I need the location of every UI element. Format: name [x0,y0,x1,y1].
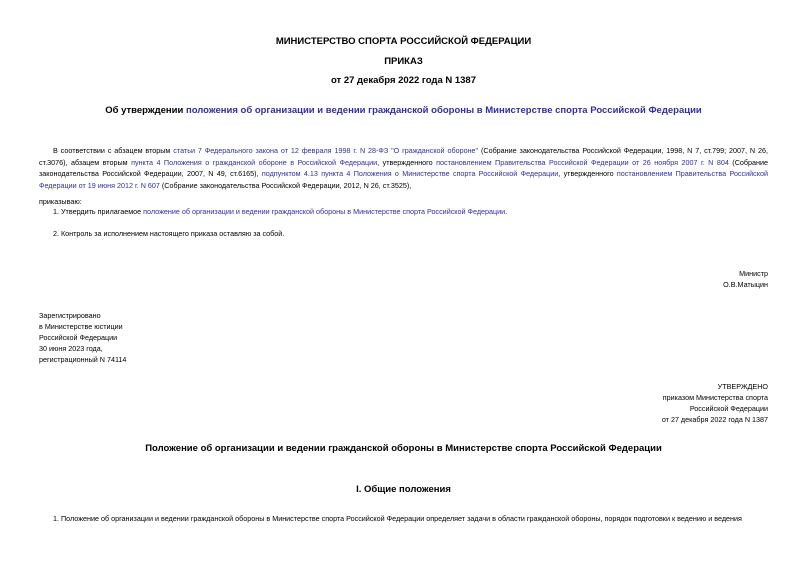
registration-block [39,310,126,365]
preamble-text-3: , утвержденного [377,157,437,167]
registration-line: в Министерстве юстиции [39,322,123,331]
approved-line: приказом Министерства спорта [662,393,768,402]
registration-line: 30 июня 2023 года, [39,344,103,353]
preamble-paragraph [39,145,768,191]
approved-block [662,381,768,425]
preamble-text-1: В соответствии с абзацем вторым [53,146,174,155]
order-date-number: от 27 декабря 2022 года N 1387 [330,75,476,86]
doc-type-heading: ПРИКАЗ [384,56,423,67]
order-item-1-prefix: 1. Утвердить прилагаемое [53,207,144,216]
order-item-1 [53,206,507,217]
registration-line: регистрационный N 74114 [39,355,127,364]
link-civil-defense-regulation-p4[interactable]: пункта 4 Положения о гражданской обороне в Российской Федерации [131,157,378,167]
order-title-prefix: Об утверждении [105,105,186,116]
link-government-resolution-607[interactable]: постановлением Правительства Российской Федерации от 19 июня 2012 г. N 607 [39,169,768,190]
regulation-title: Положение об организации и ведении гражданской обороны в Министерстве спорта Российской Федерации [145,443,662,454]
link-ministry-regulation-4-13[interactable]: подпунктом 4.13 пункта 4 Положения о Министерстве спорта Российской Федерации [261,169,559,178]
signature-role: Министр [739,269,768,278]
signature-name: О.В.Матыцин [723,280,768,289]
regulation-paragraph-1: 1. Положение об организации и ведении гражданской обороны в Министерстве спорта Российской Федерации определяет задачи в области гражданской обороны, порядок подготовки к ведению и ведения [53,514,742,523]
section-1-heading: I. Общие положения [356,484,451,495]
order-title [0,105,807,116]
approved-line: Российской Федерации [689,404,768,413]
link-federal-law-art7[interactable]: статьи 7 Федерального закона от 12 февраля 1998 г. N 28-ФЗ "О гражданской обороне" [173,146,479,155]
link-government-resolution-804[interactable]: постановлением Правительства Российской Федерации от 26 ноября 2007 г. N 804 [436,157,729,167]
link-approved-regulation[interactable]: положение об организации и ведении гражданской обороны в Министерстве спорта Российской Федерации [143,207,506,216]
ministry-heading: МИНИСТЕРСТВО СПОРТА РОССИЙСКОЙ ФЕДЕРАЦИИ [275,36,532,47]
registration-line: Зарегистрировано [39,311,101,320]
prikazyvayu: приказываю: [39,197,82,206]
order-item-1-suffix: . [505,207,508,216]
preamble-text-4: (Собрание законодательства Российской Федерации, 2007, N 49, ст.6165), [39,157,768,178]
approved-line: УТВЕРЖДЕНО [717,382,768,391]
order-title-link[interactable]: положения об организации и ведении гражданской обороны в Министерстве спорта Российской Федерации [185,105,702,116]
preamble-text-6: (Собрание законодательства Российской Федерации, 2012, N 26, ст.3525), [159,180,412,190]
preamble-text-2: (Собрание законодательства Российской Федерации, 1998, N 7, ст.799; 2007, N 26, ст.3076), абзацем вторым [39,146,768,167]
registration-line: Российской Федерации [39,333,118,342]
order-item-2: 2. Контроль за исполнением настоящего приказа оставляю за собой. [53,229,285,238]
preamble-text-5: , утвержденного [558,169,617,178]
approved-line: от 27 декабря 2022 года N 1387 [661,415,768,424]
